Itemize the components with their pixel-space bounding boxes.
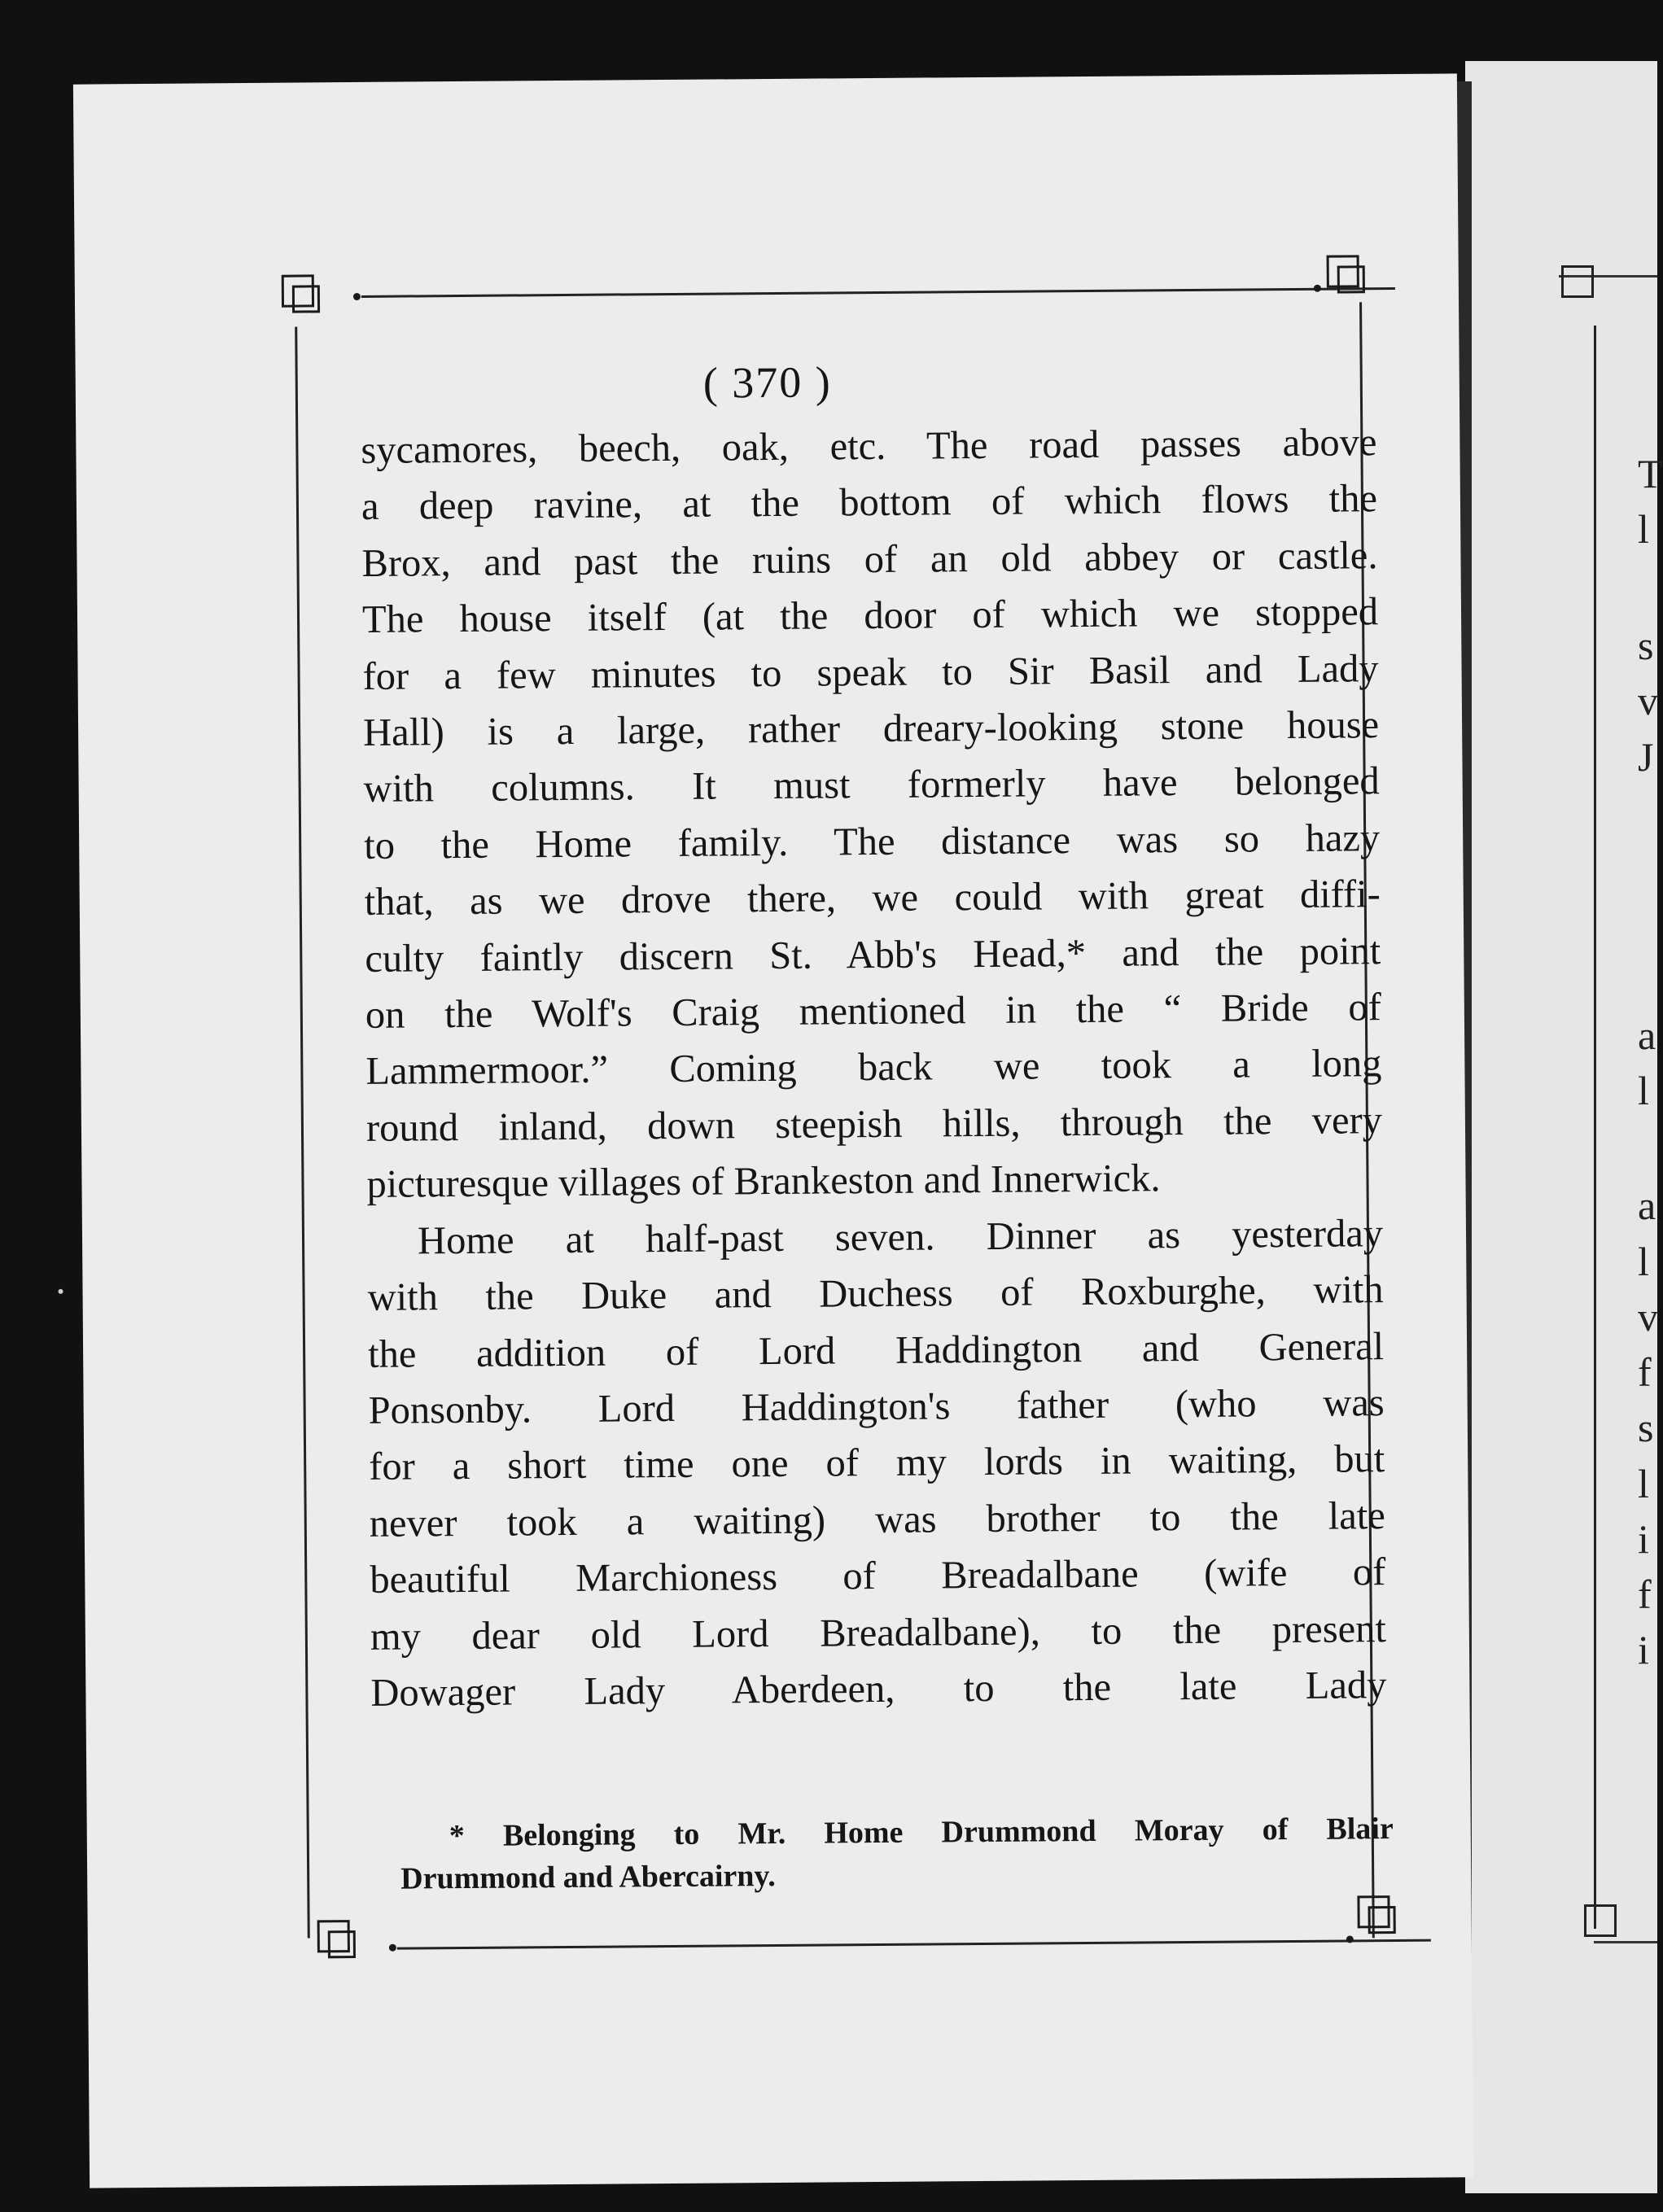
frame-left-rule	[295, 327, 310, 1939]
text-line: sycamores, beech, oak, etc. The road passes above	[361, 421, 1377, 472]
next-page-fragment: f	[1638, 1349, 1652, 1395]
text-line: a deep ravine, at the bottom of which flows the	[361, 477, 1378, 529]
next-page	[1465, 61, 1657, 2193]
footnote-line: Drummond and Abercairny.	[400, 1859, 776, 1896]
scan-speck	[58, 1289, 63, 1294]
text-line: round inland, down steepish hills, through the very	[365, 1099, 1383, 1150]
text-line: Brox, and past the ruins of an old abbey or castle.	[361, 533, 1378, 585]
text-line: with columns. It must formerly have belonged	[363, 759, 1380, 811]
next-page-fragment: J	[1638, 734, 1654, 780]
text-line: my dear old Lord Breadalbane), to the present	[370, 1607, 1387, 1659]
next-page-fragment: l	[1638, 1239, 1649, 1284]
next-page-fragment: v	[1638, 678, 1658, 723]
frame-corner-ornament-top-right	[1327, 255, 1359, 287]
next-page-fragment: s	[1638, 623, 1654, 668]
text-line: never took a waiting) was brother to the late	[369, 1493, 1385, 1545]
text-line: with the Duke and Duchess of Roxburghe, with	[367, 1268, 1384, 1320]
next-page-fragment: l	[1638, 506, 1649, 552]
footnote-line: * Belonging to Mr. Home Drummond Moray of Blair	[449, 1812, 1394, 1854]
next-page-fragment: i	[1638, 1627, 1649, 1672]
book-page	[73, 73, 1473, 2188]
next-page-frame-bottom	[1594, 1941, 1657, 1943]
text-line: Ponsonby. Lord Haddington's father (who was	[368, 1381, 1385, 1432]
body-text	[361, 414, 1386, 1721]
text-line: for a short time one of my lords in waiting, but	[369, 1437, 1385, 1489]
text-line: Home at half-past seven. Dinner as yesterday	[417, 1211, 1384, 1263]
next-page-frame-left	[1594, 326, 1596, 1929]
frame-corner-ornament-bottom-left	[317, 1920, 350, 1952]
text-line: Lammermoor.” Coming back we took a long	[365, 1042, 1382, 1094]
text-line: the addition of Lord Haddington and General	[367, 1324, 1385, 1376]
frame-bottom-rule	[397, 1939, 1431, 1950]
next-page-fragment: a	[1638, 1183, 1656, 1228]
text-line: Hall) is a large, rather dreary-looking stone house	[362, 703, 1380, 754]
text-line: culty faintly discern St. Abb's Head,* and the point	[365, 929, 1381, 981]
text-line: to the Home family. The distance was so hazy	[364, 815, 1381, 868]
next-page-corner-ornament-bottom	[1584, 1904, 1617, 1937]
next-page-fragment: a	[1638, 1012, 1656, 1058]
page-number: ( 370 )	[702, 357, 832, 408]
frame-dot	[1314, 285, 1321, 292]
next-page-fragment: T	[1638, 451, 1663, 496]
text-line: for a few minutes to speak to Sir Basil and Lady	[362, 646, 1379, 698]
text-line: picturesque villages of Brankeston and Innerwick.	[366, 1156, 1161, 1207]
next-page-fragment: f	[1638, 1572, 1652, 1617]
next-page-fragment: v	[1638, 1294, 1658, 1340]
text-line: on the Wolf's Craig mentioned in the “ Bride of	[365, 986, 1382, 1037]
text-line: beautiful Marchioness of Breadalbane (wife of	[370, 1550, 1386, 1602]
text-line: that, as we drove there, we could with great diffi-	[364, 872, 1381, 925]
footnote	[400, 1808, 1394, 1900]
frame-dot	[353, 293, 361, 300]
next-page-fragment: s	[1638, 1405, 1654, 1450]
next-page-fragment: l	[1638, 1461, 1649, 1506]
text-line: Dowager Lady Aberdeen, to the late Lady	[370, 1663, 1387, 1715]
next-page-fragment: i	[1638, 1516, 1649, 1562]
text-line: The house itself (at the door of which we stopped	[361, 590, 1379, 642]
next-page-corner-ornament-top	[1561, 265, 1594, 298]
frame-top-rule	[361, 287, 1395, 298]
frame-corner-ornament-top-left	[282, 274, 314, 307]
frame-corner-ornament-bottom-right	[1357, 1895, 1389, 1928]
next-page-fragment: l	[1638, 1068, 1649, 1113]
frame-dot	[389, 1944, 396, 1952]
frame-dot	[1346, 1935, 1354, 1943]
